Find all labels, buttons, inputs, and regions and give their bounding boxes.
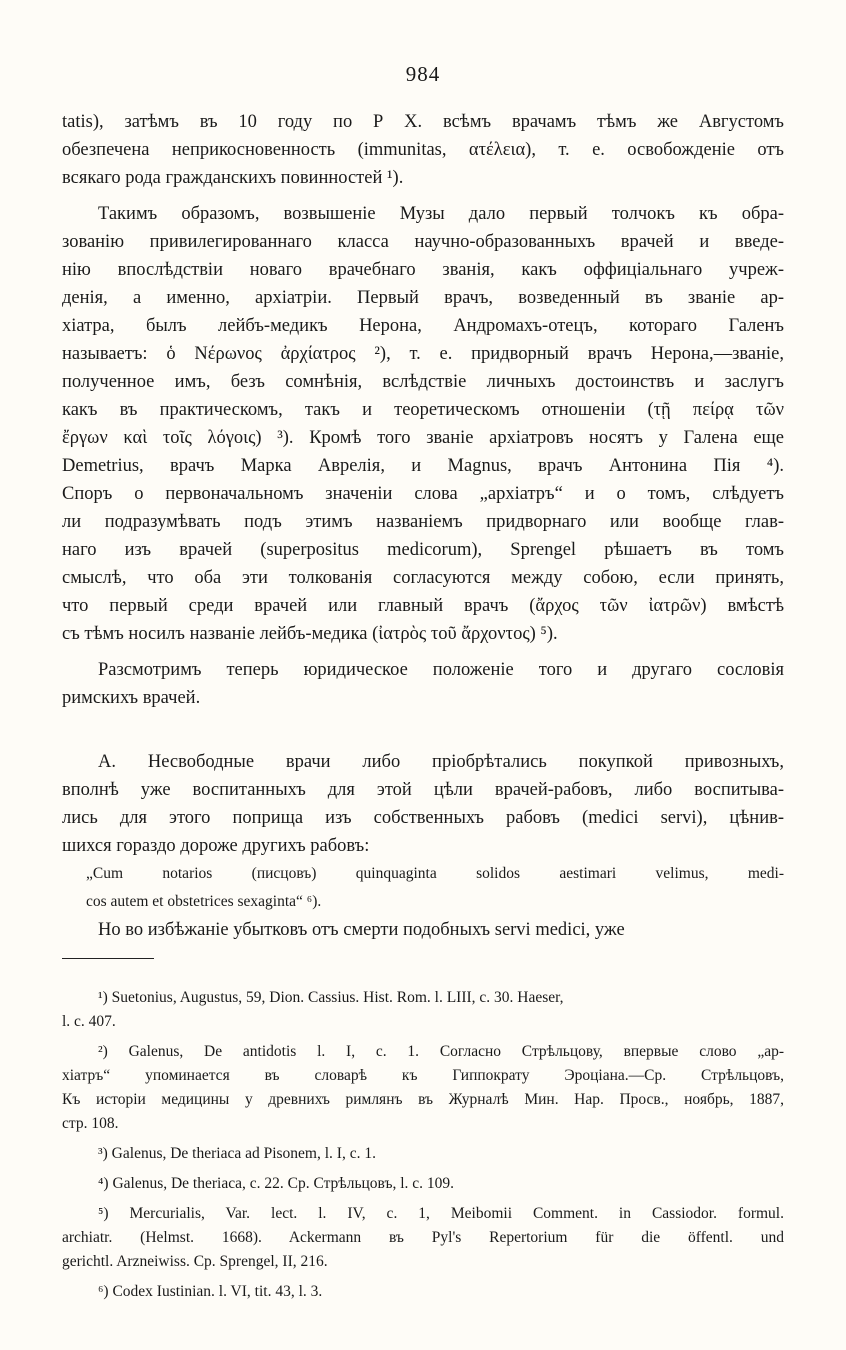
text-line: съ тѣмъ носилъ названіе лейбъ-медика (ἰατρὸς τοῦ ἄρχοντος) ⁵). xyxy=(62,624,558,644)
text-line: обезпечена неприкосновенность (immunitas, ατέλεια), т. е. освобожденіе отъ xyxy=(62,140,784,160)
footnote-line: ⁵) Mercurialis, Var. lect. l. IV, c. 1, Meibomii Comment. in Cassiodor. formul. xyxy=(98,1205,784,1222)
text-line: Такимъ образомъ, возвышеніе Музы дало первый толчокъ къ обра- xyxy=(98,204,784,224)
latin-quote xyxy=(62,860,784,916)
text-line: что первый среди врачей или главный врачъ (ἄρχος τῶν ἰατρῶν) вмѣстѣ xyxy=(62,596,784,616)
text-line: наго изъ врачей (superpositus medicorum), Sprengel рѣшаетъ въ томъ xyxy=(62,540,784,560)
footnote-line: ¹) Suetonius, Augustus, 59, Dion. Cassius. Hist. Rom. l. LIII, c. 30. Haeser, xyxy=(98,989,564,1006)
footnote-line: ²) Galenus, De antidotis l. I, c. 1. Согласно Стрѣльцову, впервые слово „ар- xyxy=(98,1043,784,1060)
text-line: Споръ о первоначальномъ значеніи слова „архіатръ“ и о томъ, слѣдуетъ xyxy=(62,484,784,504)
quote-line: „Cum notarios (писцовъ) quinquaginta solidos aestimari velimus, medi- xyxy=(86,865,784,882)
footnote-divider xyxy=(62,958,154,959)
footnote-line: хіатръ“ упоминается въ словарѣ къ Гиппократу Эроціана.—Ср. Стрѣльцовъ, xyxy=(62,1067,784,1084)
footnote-line: gerichtl. Arzneiwiss. Ср. Sprengel, II, 216. xyxy=(62,1253,328,1270)
text-line: смыслѣ, что оба эти толкованія согласуются между собою, если принять, xyxy=(62,568,784,588)
text-line: какъ въ практическомъ, такъ и теоретическомъ отношеніи (τῇ πείρᾳ τῶν xyxy=(62,400,784,420)
footnote-line: стр. 108. xyxy=(62,1115,119,1132)
text-line: римскихъ врачей. xyxy=(62,688,201,708)
text-line: Demetrius, врачъ Марка Аврелія, и Magnus, врачъ Антонина Пія ⁴). xyxy=(62,456,784,476)
text-line: денія, а именно, архіатріи. Первый врачъ, возведенный въ званіе ар- xyxy=(62,288,784,308)
footnote-line: ³) Galenus, De theriaca ad Pisonem, l. I, c. 1. xyxy=(98,1145,376,1162)
text-line: ἔργων καὶ τοῖς λόγοις) ³). Кромѣ того званіе архіатровъ носятъ у Галена еще xyxy=(62,428,784,448)
footnote-line: ⁴) Galenus, De theriaca, c. 22. Ср. Стрѣльцовъ, l. c. 109. xyxy=(98,1175,455,1192)
body-text xyxy=(62,108,784,944)
footnote-line: ⁶) Codex Iustinian. l. VI, tit. 43, l. 3. xyxy=(98,1283,323,1300)
text-line: А. Несвободные врачи либо пріобрѣтались покупкой привозныхъ, xyxy=(98,752,784,772)
text-line: называетъ: ὁ Νέρωνος ἀρχίατρος ²), т. е. придворный врачъ Нерона,—званіе, xyxy=(62,344,784,364)
page-number: 984 xyxy=(405,62,441,86)
text-line: зованію привилегированнаго класса научно-образованныхъ врачей и введе- xyxy=(62,232,784,252)
text-line: хіатра, былъ лейбъ-медикъ Нерона, Андромахъ-отецъ, котораго Галенъ xyxy=(62,316,784,336)
text-line: шихся гораздо дороже другихъ рабовъ: xyxy=(62,836,370,856)
text-line: вполнѣ уже воспитанныхъ для этой цѣли врачей-рабовъ, либо воспитыва- xyxy=(62,780,784,800)
text-line: tatis), затѣмъ въ 10 году по Р Х. всѣмъ врачамъ тѣмъ же Августомъ xyxy=(62,112,784,132)
text-line: Но во избѣжаніе убытковъ отъ смерти подобныхъ servi medici, уже xyxy=(98,920,625,940)
text-line: ли подразумѣвать подъ этимъ названіемъ придворнаго или вообще глав- xyxy=(62,512,784,532)
text-line: лись для этого поприща изъ собственныхъ рабовъ (medici servi), цѣнив- xyxy=(62,808,784,828)
footnotes xyxy=(62,986,784,1304)
footnote-line: archiatr. (Helmst. 1668). Ackermann въ Pyl's Repertorium für die öffentl. und xyxy=(62,1229,784,1246)
footnote-line: Къ исторіи медицины у древнихъ римлянъ въ Журналѣ Мин. Нар. Просв., ноябрь, 1887, xyxy=(62,1091,784,1108)
footnote-line: l. c. 407. xyxy=(62,1013,116,1030)
text-line: нію впослѣдствіи новаго врачебнаго званія, какъ оффиціальнаго учреж- xyxy=(62,260,784,280)
quote-line: cos autem et obstetrices sexaginta“ ⁶). xyxy=(86,893,322,910)
text-line: полученное имъ, безъ сомнѣнія, вслѣдствіе личныхъ достоинствъ и заслугъ xyxy=(62,372,784,392)
text-line: Разсмотримъ теперь юридическое положеніе того и другаго сословія xyxy=(98,660,784,680)
text-line: всякаго рода гражданскихъ повинностей ¹). xyxy=(62,168,404,188)
